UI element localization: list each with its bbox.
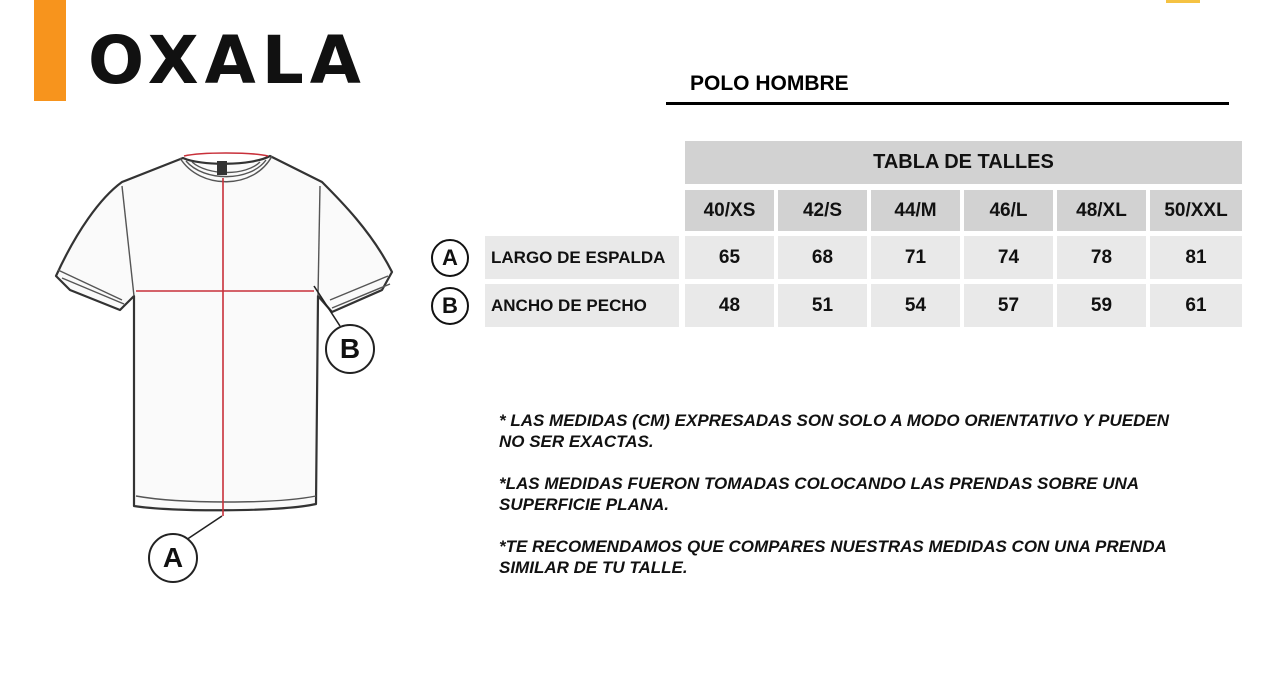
row-marker-b: B: [431, 287, 469, 325]
corner-accent: [1166, 0, 1200, 3]
size-table-title: TABLA DE TALLES: [685, 141, 1242, 184]
table-cell: 65: [685, 236, 774, 279]
tshirt-diagram: [0, 0, 420, 600]
size-header: 50/XXL: [1150, 190, 1242, 231]
table-cell: 74: [964, 236, 1053, 279]
table-cell: 59: [1057, 284, 1146, 327]
table-cell: 54: [871, 284, 960, 327]
row-label: ANCHO DE PECHO: [485, 284, 679, 327]
table-cell: 57: [964, 284, 1053, 327]
table-cell: 68: [778, 236, 867, 279]
size-header: 44/M: [871, 190, 960, 231]
row-label: LARGO DE ESPALDA: [485, 236, 679, 279]
product-title: POLO HOMBRE: [690, 72, 849, 95]
size-header: 46/L: [964, 190, 1053, 231]
size-header: 48/XL: [1057, 190, 1146, 231]
brand-logo: OXALA: [88, 22, 367, 99]
marker-b-circle: B: [325, 324, 375, 374]
table-cell: 81: [1150, 236, 1242, 279]
title-divider: [666, 102, 1229, 105]
row-marker-a: A: [431, 239, 469, 277]
table-cell: 61: [1150, 284, 1242, 327]
table-cell: 71: [871, 236, 960, 279]
note-compare: *TE RECOMENDAMOS QUE COMPARES NUESTRAS MEDIDAS CON UNA PRENDA SIMILAR DE TU TALLE.: [499, 537, 1167, 577]
table-cell: 48: [685, 284, 774, 327]
note-orientative: * LAS MEDIDAS (CM) EXPRESADAS SON SOLO A MODO ORIENTATIVO Y PUEDEN NO SER EXACTAS.: [499, 411, 1169, 451]
size-header: 42/S: [778, 190, 867, 231]
table-cell: 51: [778, 284, 867, 327]
marker-a-circle: A: [148, 533, 198, 583]
table-cell: 78: [1057, 236, 1146, 279]
measurement-notes: [499, 410, 1239, 599]
size-header: 40/XS: [685, 190, 774, 231]
note-flat-surface: *LAS MEDIDAS FUERON TOMADAS COLOCANDO LAS PRENDAS SOBRE UNA SUPERFICIE PLANA.: [499, 474, 1140, 514]
